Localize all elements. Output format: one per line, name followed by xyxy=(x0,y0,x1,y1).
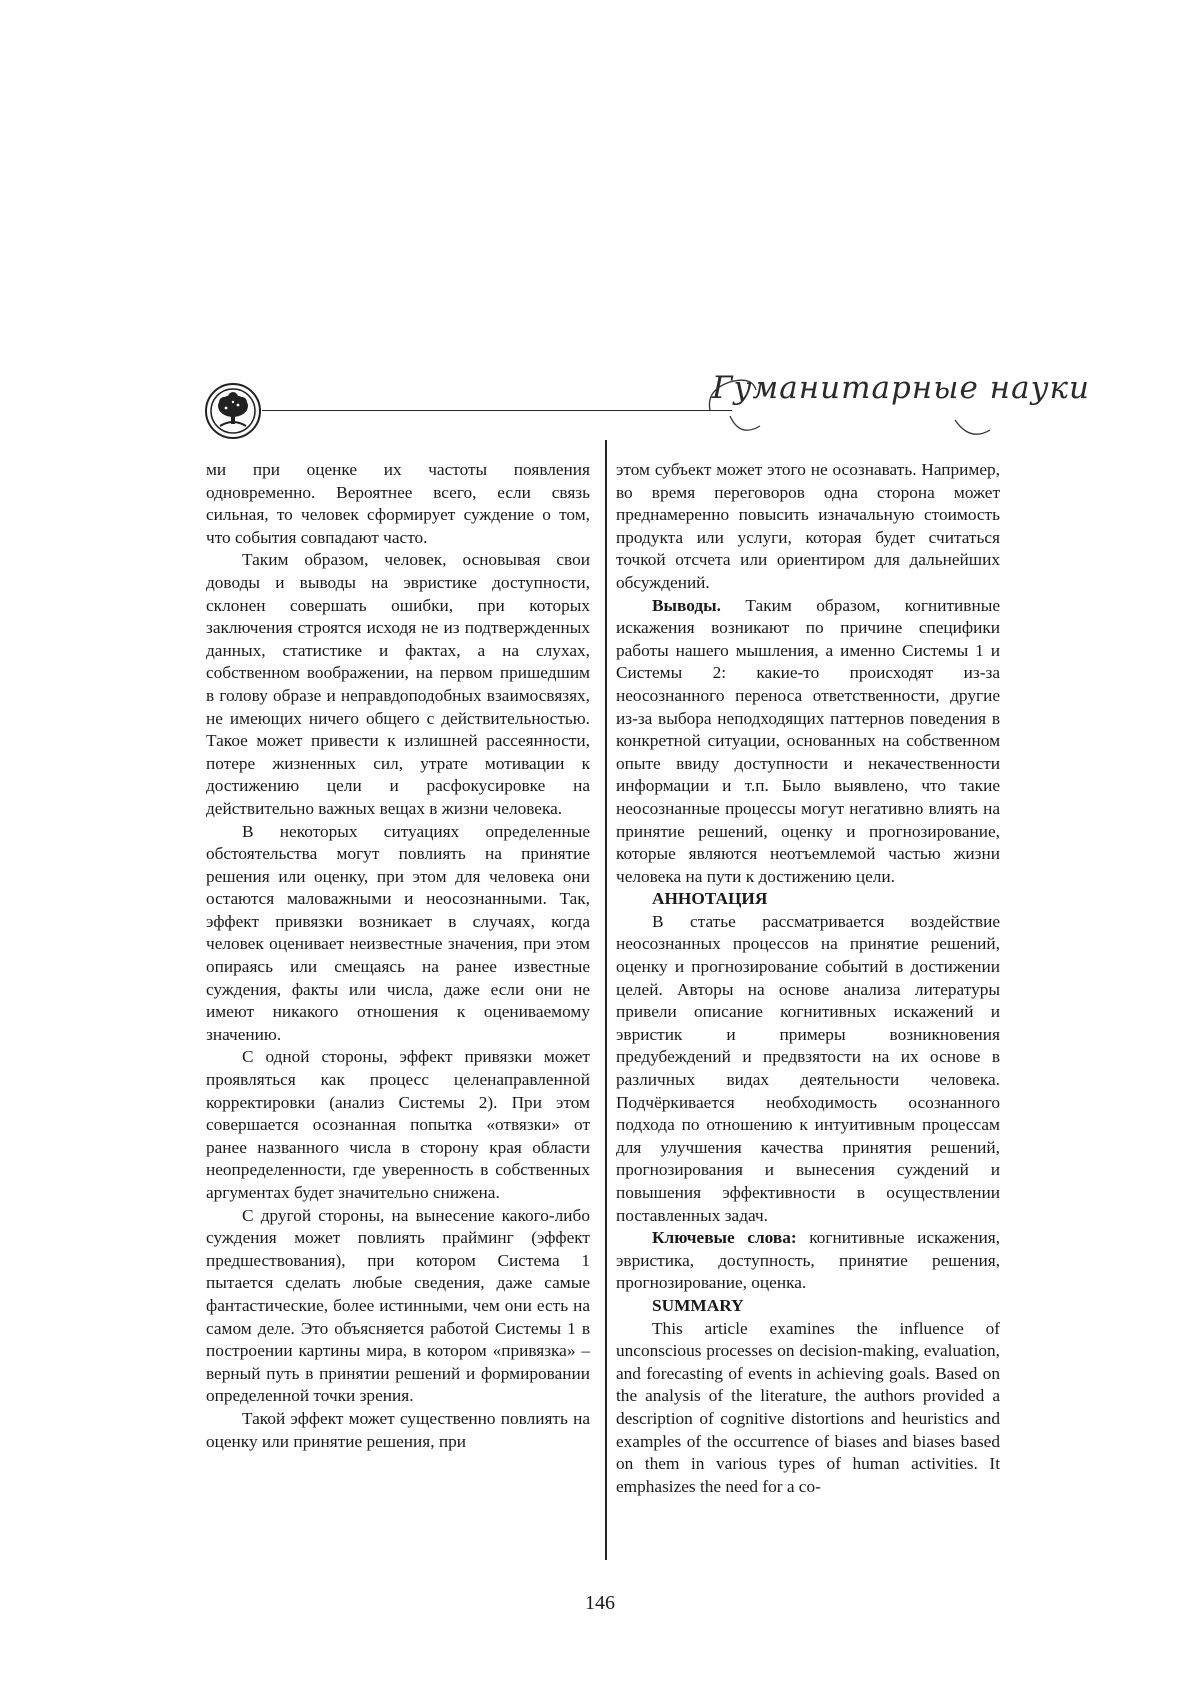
left-paragraph-1: ми при оценке их частоты появления одновременно. Вероятнее всего, если связь сильная, то человек сформирует суждение о том, что события совпадают часто. xyxy=(206,460,590,547)
left-paragraph-5: С другой стороны, на вынесение какого-либо суждения может повлиять прайминг (эффект предшествования), при котором Система 1 пытается сделать любые сведения, даже самые фантастические, более истинными, чем они есть на самом деле. Это объясняется работой Системы 1 в построении картины мира, в котором «привязка» – верный путь в принятии решений и формировании определенной точки зрения. xyxy=(206,1205,590,1406)
keywords-text: когнитивные искажения, эвристика, доступность, принятие решения, прогнозирование, оценка. xyxy=(616,1228,1000,1293)
left-column xyxy=(206,459,590,1453)
header-rule xyxy=(262,410,732,411)
conclusions-label: Выводы. xyxy=(652,595,721,615)
conclusions-paragraph xyxy=(616,595,1000,889)
right-paragraph-1: этом субъект может этого не осознавать. Например, во время переговоров одна сторона может преднамеренно повысить изначальную стоимость продукта или услуги, которая будет считаться точкой отсчета или ориентиром для дальнейших обсуждений. xyxy=(616,460,1000,592)
column-divider xyxy=(605,440,607,1560)
summary-heading: SUMMARY xyxy=(652,1295,744,1315)
left-paragraph-6: Такой эффект может существенно повлиять на оценку или принятие решения, при xyxy=(206,1408,590,1451)
annotation-text: В статье рассматривается воздействие неосознанных процессов на принятие решений, оценку и прогнозирование событий в достижении целей. Авторы на основе анализа литературы привели описание когнитивных искажений и эвристик и примеры возникновения предубеждений и предвзятости на их основе в различных видах деятельности человека. Подчёркивается необходимость осознанного подхода по отношению к интуитивным процессам для улучшения качества принятия решений, прогнозирования и вынесения суждений и повышения эффективности в осуществлении поставленных задач. xyxy=(616,911,1000,1225)
keywords-paragraph xyxy=(616,1227,1000,1295)
left-paragraph-3: В некоторых ситуациях определенные обстоятельства могут повлиять на принятие решения или оценку, при этом для человека они остаются маловажными и неосознанными. Так, эффект привязки возникает в случаях, когда человек оценивает неизвестные значения, при этом опираясь или смещаясь на ранее известные суждения, факты или числа, даже если они не имеют никакого отношения к оцениваемому значению. xyxy=(206,821,590,1044)
right-column xyxy=(616,459,1000,1498)
page-header xyxy=(0,0,1200,450)
section-title: Гуманитарные науки xyxy=(712,370,1091,406)
annotation-heading: АННОТАЦИЯ xyxy=(652,889,768,909)
left-paragraph-2: Таким образом, человек, основывая свои доводы и выводы на эвристике доступности, склонен совершать ошибки, при которых заключения строятся исходя не из подтвержденных данных, статистике и фактах, а на слухах, собственном воображении, на первом пришедшим в голову образе и неправдоподобных взаимосвязях, не имеющих ничего общего с действительностью. Такое может привести к излишней рассеянности, потере жизненных сил, утрате мотивации к достижению цели и расфокусировке на действительно важных вещах в жизни человека. xyxy=(206,550,590,818)
page-number: 146 xyxy=(585,1592,615,1614)
left-paragraph-4: С одной стороны, эффект привязки может проявляться как процесс целенаправленной корректировки (анализ Системы 2). При этом совершается осознанная попытка «отвязки» от ранее названного числа в сторону края области неопределенности, где уверенность в собственных аргументах будет значительно снижена. xyxy=(206,1047,590,1202)
conclusions-text: Таким образом, когнитивные искажения возникают по причине специфики работы нашего мышления, а именно Системы 1 и Системы 2: какие-то происходят из-за неосознанного переноса ответственности, другие из-за выбора неподходящих паттернов поведения в конкретной ситуации, основанных на собственном опыте ввиду доступности и некачественности информации и т.п. Было выявлено, что такие неосознанные процессы могут негативно влиять на принятие решений, оценку и прогнозирование, которые являются неотъемлемой частью жизни человека на пути к достижению цели. xyxy=(616,595,1000,886)
summary-text: This article examines the influence of unconscious processes on decision-making, evaluation, and forecasting of events in achieving goals. Based on the analysis of the literature, the authors provided a description of cognitive distortions and heuristics and examples of the occurrence of biases and biases based on them in various types of human activities. It emphasizes the need for a co- xyxy=(616,1318,1000,1496)
keywords-label: Ключевые слова: xyxy=(652,1228,797,1248)
tree-emblem-icon xyxy=(204,382,262,440)
